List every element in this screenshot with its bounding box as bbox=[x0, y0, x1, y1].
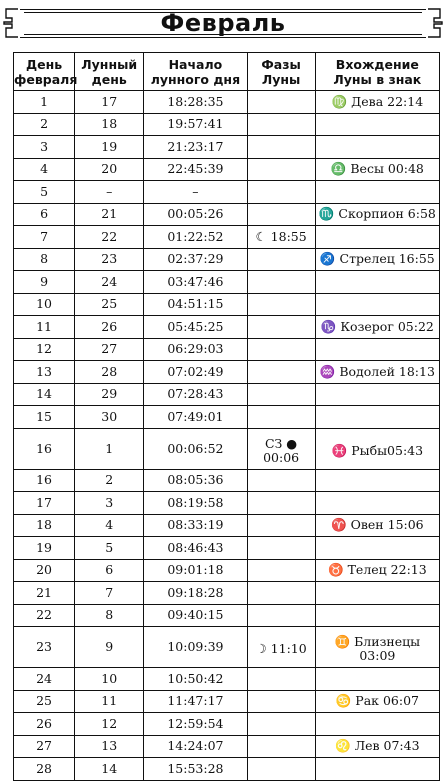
zodiac-sign-label: Скорпион 6:58 bbox=[338, 206, 436, 222]
cell-moon-sign bbox=[315, 316, 439, 339]
cell-day: 12 bbox=[14, 338, 75, 361]
zodiac-sign-icon: ♓ bbox=[331, 442, 348, 458]
table-header-row bbox=[14, 53, 440, 91]
cell-lunar-day: – bbox=[75, 181, 144, 204]
table-row bbox=[14, 428, 440, 469]
cell-moon-phase bbox=[247, 582, 315, 605]
cell-moon-phase bbox=[247, 293, 315, 316]
table-row bbox=[14, 735, 440, 758]
cell-lunar-day: 25 bbox=[75, 293, 144, 316]
cell-moon-sign bbox=[315, 537, 439, 560]
cell-moon-phase bbox=[247, 338, 315, 361]
cell-moon-sign bbox=[315, 428, 439, 469]
table-row bbox=[14, 713, 440, 736]
cell-day: 17 bbox=[14, 492, 75, 515]
cell-moon-sign bbox=[315, 582, 439, 605]
cell-moon-phase bbox=[247, 271, 315, 294]
cell-day: 16 bbox=[14, 428, 75, 469]
cell-start-time: 01:22:52 bbox=[144, 226, 247, 249]
table-row bbox=[14, 604, 440, 627]
cell-day: 20 bbox=[14, 559, 75, 582]
cell-lunar-day: 29 bbox=[75, 383, 144, 406]
table-row bbox=[14, 537, 440, 560]
zodiac-sign-label: Козерог 05:22 bbox=[340, 318, 434, 334]
cell-moon-phase: СЗ ● 00:06 bbox=[247, 428, 315, 469]
cell-moon-phase bbox=[247, 559, 315, 582]
cell-start-time: – bbox=[144, 181, 247, 204]
cell-moon-phase: ☽ 11:10 bbox=[247, 627, 315, 668]
table-row bbox=[14, 113, 440, 136]
table-row bbox=[14, 248, 440, 271]
cell-moon-phase bbox=[247, 136, 315, 159]
table-row bbox=[14, 514, 440, 537]
cell-day: 8 bbox=[14, 248, 75, 271]
page-title: Февраль bbox=[160, 9, 286, 37]
cell-start-time: 12:59:54 bbox=[144, 713, 247, 736]
cell-start-time: 19:57:41 bbox=[144, 113, 247, 136]
cell-start-time: 10:09:39 bbox=[144, 627, 247, 668]
cell-moon-sign bbox=[315, 469, 439, 492]
cell-start-time: 09:01:18 bbox=[144, 559, 247, 582]
cell-moon-sign bbox=[315, 604, 439, 627]
cell-moon-sign bbox=[315, 735, 439, 758]
cell-lunar-day: 13 bbox=[75, 735, 144, 758]
zodiac-sign-label: Стрелец 16:55 bbox=[339, 251, 435, 267]
table-row bbox=[14, 293, 440, 316]
table-row bbox=[14, 158, 440, 181]
header-moon-phase: Фазы Луны bbox=[247, 53, 315, 91]
cell-lunar-day: 8 bbox=[75, 604, 144, 627]
zodiac-sign-label: Близнецы 03:09 bbox=[354, 634, 421, 663]
zodiac-sign-label: Телец 22:13 bbox=[347, 562, 427, 578]
cell-start-time: 07:28:43 bbox=[144, 383, 247, 406]
title-ornament-right-icon bbox=[428, 6, 444, 40]
cell-lunar-day: 24 bbox=[75, 271, 144, 294]
zodiac-sign-icon: ♎ bbox=[330, 161, 347, 177]
cell-moon-phase bbox=[247, 248, 315, 271]
cell-lunar-day: 1 bbox=[75, 428, 144, 469]
cell-start-time: 02:37:29 bbox=[144, 248, 247, 271]
lunar-calendar-table bbox=[13, 52, 440, 781]
cell-day: 4 bbox=[14, 158, 75, 181]
header-lunar-day-start: Начало лунного дня bbox=[144, 53, 247, 91]
cell-day: 25 bbox=[14, 690, 75, 713]
table-row bbox=[14, 559, 440, 582]
header-moon-sign: Вхождение Луны в знак bbox=[315, 53, 439, 91]
cell-lunar-day: 22 bbox=[75, 226, 144, 249]
cell-moon-sign bbox=[315, 248, 439, 271]
cell-lunar-day: 27 bbox=[75, 338, 144, 361]
zodiac-sign-icon: ♉ bbox=[328, 562, 344, 578]
zodiac-sign-label: Рак 06:07 bbox=[355, 693, 419, 709]
cell-moon-sign bbox=[315, 91, 439, 114]
table-row bbox=[14, 181, 440, 204]
cell-moon-phase bbox=[247, 690, 315, 713]
cell-day: 15 bbox=[14, 406, 75, 429]
cell-moon-sign bbox=[315, 361, 439, 384]
table-row bbox=[14, 383, 440, 406]
cell-day: 3 bbox=[14, 136, 75, 159]
zodiac-sign-icon: ♒ bbox=[319, 363, 336, 379]
zodiac-sign-label: Водолей 18:13 bbox=[339, 363, 435, 379]
cell-lunar-day: 3 bbox=[75, 492, 144, 515]
cell-moon-sign bbox=[315, 406, 439, 429]
cell-day: 6 bbox=[14, 203, 75, 226]
cell-start-time: 08:19:58 bbox=[144, 492, 247, 515]
cell-lunar-day: 7 bbox=[75, 582, 144, 605]
zodiac-sign-label: Лев 07:43 bbox=[354, 738, 420, 754]
zodiac-sign-icon: ♐ bbox=[319, 251, 336, 267]
cell-lunar-day: 30 bbox=[75, 406, 144, 429]
table-row bbox=[14, 91, 440, 114]
table-row bbox=[14, 690, 440, 713]
cell-moon-sign bbox=[315, 226, 439, 249]
table-row bbox=[14, 316, 440, 339]
cell-day: 9 bbox=[14, 271, 75, 294]
cell-moon-sign bbox=[315, 203, 439, 226]
cell-moon-sign bbox=[315, 627, 439, 668]
cell-moon-phase bbox=[247, 514, 315, 537]
cell-moon-sign bbox=[315, 338, 439, 361]
cell-moon-sign bbox=[315, 113, 439, 136]
cell-lunar-day: 11 bbox=[75, 690, 144, 713]
cell-moon-sign bbox=[315, 514, 439, 537]
table-row bbox=[14, 203, 440, 226]
cell-lunar-day: 21 bbox=[75, 203, 144, 226]
cell-moon-phase bbox=[247, 181, 315, 204]
cell-moon-sign bbox=[315, 181, 439, 204]
cell-day: 2 bbox=[14, 113, 75, 136]
cell-moon-sign bbox=[315, 492, 439, 515]
cell-day: 13 bbox=[14, 361, 75, 384]
table-row bbox=[14, 271, 440, 294]
cell-moon-phase bbox=[247, 158, 315, 181]
zodiac-sign-icon: ♌ bbox=[335, 738, 351, 754]
cell-moon-phase bbox=[247, 113, 315, 136]
table-row bbox=[14, 627, 440, 668]
cell-day: 27 bbox=[14, 735, 75, 758]
cell-lunar-day: 26 bbox=[75, 316, 144, 339]
cell-lunar-day: 28 bbox=[75, 361, 144, 384]
zodiac-sign-icon: ♊ bbox=[334, 634, 351, 649]
cell-start-time: 15:53:28 bbox=[144, 758, 247, 781]
cell-day: 11 bbox=[14, 316, 75, 339]
cell-lunar-day: 4 bbox=[75, 514, 144, 537]
table-row bbox=[14, 361, 440, 384]
cell-lunar-day: 23 bbox=[75, 248, 144, 271]
cell-day: 26 bbox=[14, 713, 75, 736]
cell-moon-phase bbox=[247, 735, 315, 758]
cell-moon-phase bbox=[247, 316, 315, 339]
cell-moon-phase bbox=[247, 668, 315, 691]
cell-moon-sign bbox=[315, 293, 439, 316]
zodiac-sign-icon: ♋ bbox=[335, 693, 352, 709]
table-row bbox=[14, 136, 440, 159]
cell-moon-sign bbox=[315, 668, 439, 691]
cell-moon-phase: ☾ 18:55 bbox=[247, 226, 315, 249]
cell-moon-sign bbox=[315, 271, 439, 294]
cell-start-time: 08:05:36 bbox=[144, 469, 247, 492]
cell-start-time: 18:28:35 bbox=[144, 91, 247, 114]
cell-start-time: 08:46:43 bbox=[144, 537, 247, 560]
cell-start-time: 11:47:17 bbox=[144, 690, 247, 713]
cell-lunar-day: 10 bbox=[75, 668, 144, 691]
cell-lunar-day: 5 bbox=[75, 537, 144, 560]
cell-day: 1 bbox=[14, 91, 75, 114]
header-day: День февраля bbox=[14, 53, 75, 91]
zodiac-sign-icon: ♈ bbox=[331, 517, 347, 533]
cell-lunar-day: 20 bbox=[75, 158, 144, 181]
table-row bbox=[14, 582, 440, 605]
cell-lunar-day: 9 bbox=[75, 627, 144, 668]
cell-lunar-day: 18 bbox=[75, 113, 144, 136]
cell-start-time: 07:02:49 bbox=[144, 361, 247, 384]
cell-lunar-day: 6 bbox=[75, 559, 144, 582]
cell-moon-sign bbox=[315, 713, 439, 736]
cell-moon-sign bbox=[315, 158, 439, 181]
table-row bbox=[14, 492, 440, 515]
cell-moon-sign bbox=[315, 690, 439, 713]
cell-moon-phase bbox=[247, 537, 315, 560]
cell-day: 5 bbox=[14, 181, 75, 204]
cell-lunar-day: 17 bbox=[75, 91, 144, 114]
cell-start-time: 21:23:17 bbox=[144, 136, 247, 159]
table-row bbox=[14, 469, 440, 492]
title-banner bbox=[2, 6, 444, 40]
cell-day: 16 bbox=[14, 469, 75, 492]
cell-start-time: 09:18:28 bbox=[144, 582, 247, 605]
table-row bbox=[14, 226, 440, 249]
cell-day: 19 bbox=[14, 537, 75, 560]
cell-start-time: 10:50:42 bbox=[144, 668, 247, 691]
cell-moon-phase bbox=[247, 604, 315, 627]
cell-start-time: 09:40:15 bbox=[144, 604, 247, 627]
cell-day: 14 bbox=[14, 383, 75, 406]
cell-moon-phase bbox=[247, 361, 315, 384]
table-row bbox=[14, 406, 440, 429]
cell-lunar-day: 19 bbox=[75, 136, 144, 159]
cell-start-time: 05:45:25 bbox=[144, 316, 247, 339]
cell-moon-phase bbox=[247, 713, 315, 736]
cell-start-time: 22:45:39 bbox=[144, 158, 247, 181]
zodiac-sign-label: Дева 22:14 bbox=[351, 93, 424, 109]
cell-moon-phase bbox=[247, 492, 315, 515]
cell-moon-sign bbox=[315, 559, 439, 582]
cell-moon-phase bbox=[247, 203, 315, 226]
cell-start-time: 08:33:19 bbox=[144, 514, 247, 537]
header-lunar-day: Лунный день bbox=[75, 53, 144, 91]
cell-start-time: 03:47:46 bbox=[144, 271, 247, 294]
zodiac-sign-label: Рыбы05:43 bbox=[351, 442, 424, 458]
table-row bbox=[14, 668, 440, 691]
cell-day: 23 bbox=[14, 627, 75, 668]
zodiac-sign-icon: ♏ bbox=[318, 206, 335, 222]
zodiac-sign-icon: ♍ bbox=[331, 93, 348, 109]
zodiac-sign-icon: ♑ bbox=[320, 318, 337, 334]
cell-lunar-day: 14 bbox=[75, 758, 144, 781]
cell-lunar-day: 2 bbox=[75, 469, 144, 492]
cell-start-time: 00:06:52 bbox=[144, 428, 247, 469]
cell-day: 24 bbox=[14, 668, 75, 691]
zodiac-sign-label: Овен 15:06 bbox=[350, 517, 424, 533]
cell-moon-sign bbox=[315, 383, 439, 406]
cell-moon-phase bbox=[247, 469, 315, 492]
cell-day: 18 bbox=[14, 514, 75, 537]
cell-moon-sign bbox=[315, 136, 439, 159]
cell-moon-phase bbox=[247, 406, 315, 429]
cell-day: 7 bbox=[14, 226, 75, 249]
cell-start-time: 00:05:26 bbox=[144, 203, 247, 226]
cell-moon-phase bbox=[247, 91, 315, 114]
cell-day: 10 bbox=[14, 293, 75, 316]
cell-day: 28 bbox=[14, 758, 75, 781]
cell-day: 21 bbox=[14, 582, 75, 605]
cell-start-time: 04:51:15 bbox=[144, 293, 247, 316]
cell-start-time: 14:24:07 bbox=[144, 735, 247, 758]
cell-start-time: 07:49:01 bbox=[144, 406, 247, 429]
zodiac-sign-label: Весы 00:48 bbox=[350, 161, 424, 177]
cell-moon-phase bbox=[247, 383, 315, 406]
cell-day: 22 bbox=[14, 604, 75, 627]
table-body bbox=[14, 91, 440, 781]
table-row bbox=[14, 338, 440, 361]
cell-lunar-day: 12 bbox=[75, 713, 144, 736]
cell-start-time: 06:29:03 bbox=[144, 338, 247, 361]
